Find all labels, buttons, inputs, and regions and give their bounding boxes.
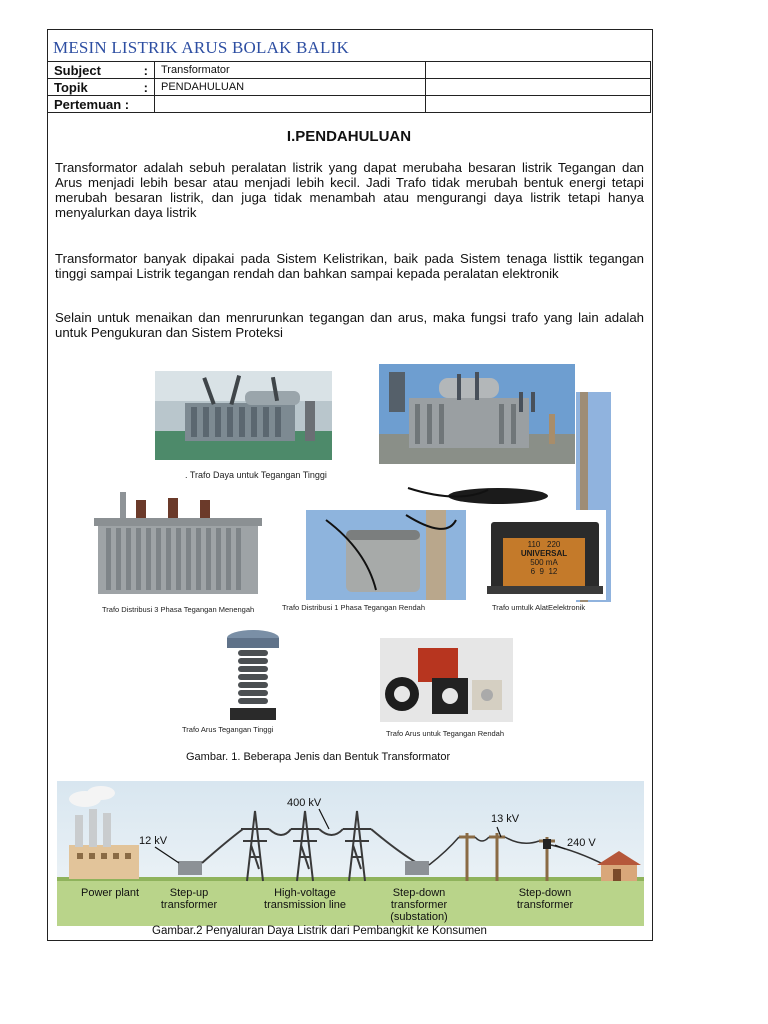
topik-label: Topik — [54, 79, 88, 95]
pertemuan-extra-cell — [426, 96, 651, 113]
subject-colon: : — [143, 62, 148, 78]
label-brand: UNIVERSAL — [520, 549, 568, 558]
figure1-caption: Gambar. 1. Beberapa Jenis dan Bentuk Transformator — [186, 751, 451, 763]
power-transmission-diagram — [57, 781, 644, 926]
paragraph-2: Transformator banyak dipakai pada Sistem Kelistrikan, baik pada Sistem tenaga listtik tegangan tinggi sampai Listrik tegangan rendah dan bahkan sampai kepada peralatan elektronik — [55, 251, 644, 281]
power-transformer-indoor-photo — [155, 371, 332, 460]
label-high-voltage: High-voltage transmission line — [264, 887, 346, 911]
label-step-down-substation: Step-down transformer (substation) — [390, 887, 448, 923]
topik-extra-cell — [426, 79, 651, 96]
caption-trafo-daya: . Trafo Daya untuk Tegangan Tinggi — [185, 470, 327, 480]
document-header — [47, 29, 651, 62]
power-transformer-outdoor-photo — [379, 364, 575, 464]
electronic-transformer-photo — [485, 510, 606, 600]
label-tap-6: 6 — [530, 567, 536, 576]
caption-distribusi-3phasa: Trafo Distribusi 3 Phasa Tegangan Menengah — [102, 605, 255, 614]
pertemuan-value — [155, 96, 426, 113]
header-row-pertemuan — [48, 96, 651, 113]
transformer-top-disc-photo — [398, 480, 576, 510]
label-step-up: Step-up transformer — [160, 887, 218, 911]
caption-distribusi-1phasa: Trafo Distribusi 1 Phasa Tegangan Rendah — [282, 603, 426, 612]
header-info-table — [47, 61, 651, 113]
label-12kv: 12 kV — [139, 835, 168, 847]
paragraph-3: Selain untuk menaikan dan menrurunkan tegangan dan arus, maka fungsi trafo yang lain adalah untuk Pengukuran dan Sistem Proteksi — [55, 310, 644, 340]
label-step-down-pole: Step-down transformer — [516, 887, 574, 911]
label-13kv: 13 kV — [491, 813, 520, 825]
pole-transformer-icon — [543, 839, 551, 849]
label-110v: 110 — [527, 540, 541, 549]
document-title: MESIN LISTRIK ARUS BOLAK BALIK — [53, 38, 349, 57]
topik-value: PENDAHULUAN — [155, 79, 426, 96]
distribution-1phase-transformer-photo — [306, 510, 466, 600]
topik-colon: : — [143, 79, 148, 95]
label-tap-9: 9 — [539, 567, 544, 576]
electronic-transformer-label — [503, 540, 585, 576]
paragraph-1: Transformator adalah sebuh peralatan listrik yang dapat merubaha besaran listrik Tegangan dan Arus menjadi lebih besar atau menjadi lebih kecil. Jadi Trafo tidak merubah bentuk energi tetapi merubah besaran listrik, dan juga tidak menambah atau mengurangi daya listrik tetapi hanya menyalurkan daya listrik — [55, 160, 644, 220]
label-tap-12: 12 — [548, 567, 558, 576]
subject-label: Subject — [54, 62, 101, 78]
header-row-topik — [48, 79, 651, 96]
current-transformer-hv-photo — [222, 628, 284, 723]
subject-value: Transformator — [155, 62, 426, 79]
current-transformer-lv-photo — [380, 638, 513, 722]
caption-arus-tinggi: Trafo Arus Tegangan Tinggi — [182, 725, 274, 734]
header-row-subject — [48, 62, 651, 79]
caption-arus-rendah: Trafo Arus untuk Tegangan Rendah — [386, 729, 505, 738]
label-220v: 220 — [547, 540, 561, 549]
pertemuan-label: Pertemuan : — [54, 96, 130, 112]
step-up-transformer-icon — [178, 861, 202, 875]
subject-extra-cell — [426, 62, 651, 79]
step-down-substation-icon — [405, 861, 429, 875]
figure2-caption: Gambar.2 Penyaluran Daya Listrik dari Pembangkit ke Konsumen — [152, 925, 487, 937]
distribution-3phase-transformer-photo — [84, 490, 270, 600]
label-240v: 240 V — [567, 837, 596, 849]
label-400kv: 400 kV — [287, 797, 322, 809]
label-power-plant: Power plant — [81, 887, 140, 899]
label-current: 500 mA — [530, 558, 558, 567]
caption-elektronik: Trafo umtulk AlatEelektronik — [492, 603, 586, 612]
section-heading: I.PENDAHULUAN — [286, 128, 412, 145]
